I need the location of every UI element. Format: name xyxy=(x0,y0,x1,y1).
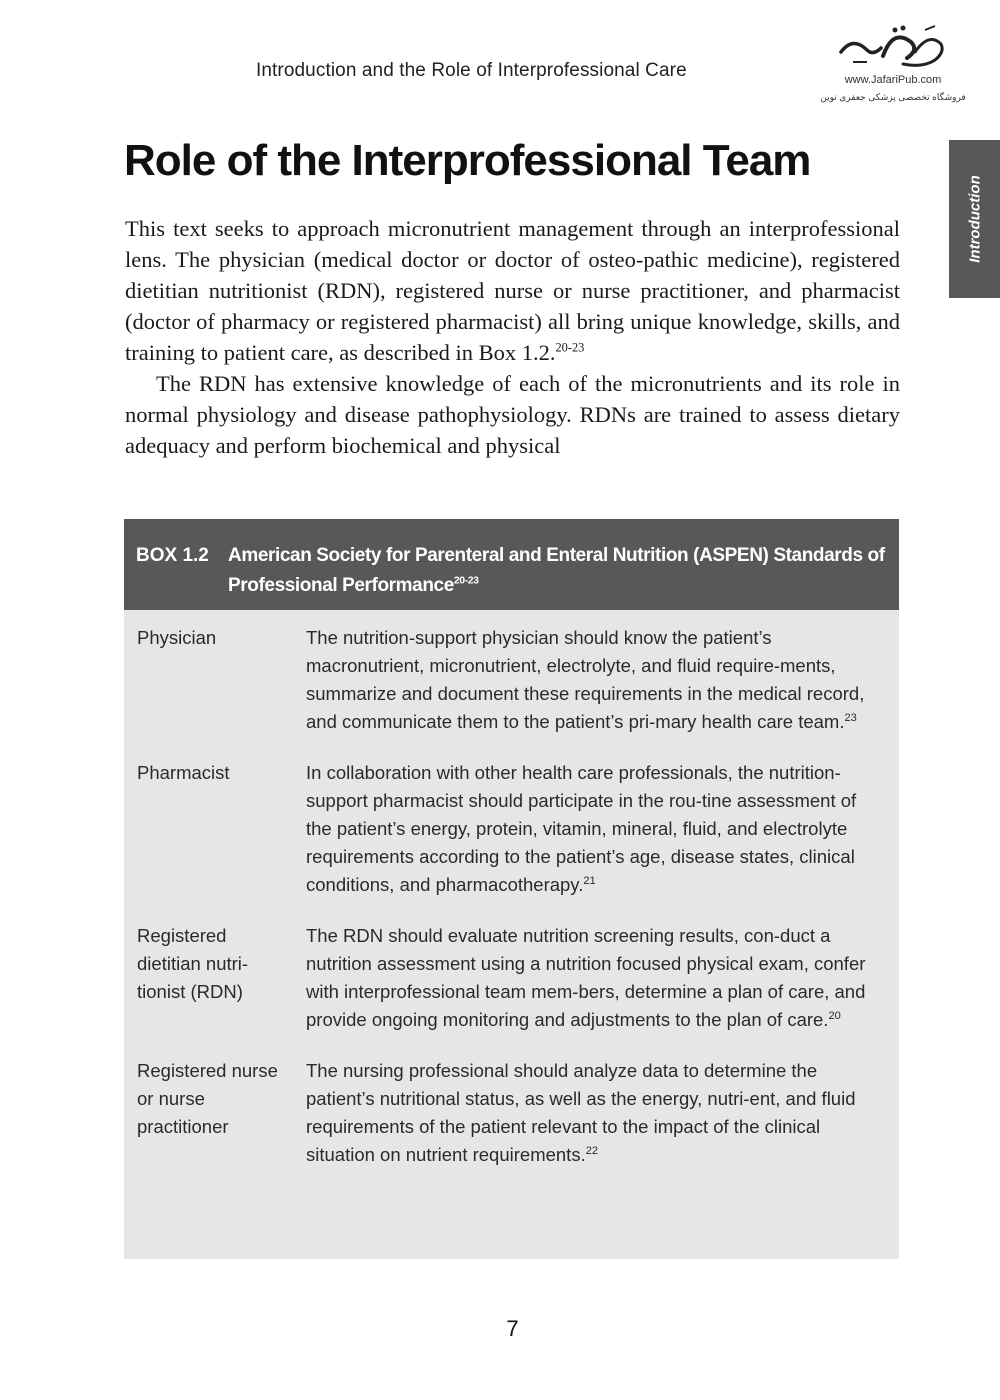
citation-ref: 22 xyxy=(585,1144,599,1157)
page-number: 7 xyxy=(506,1316,519,1341)
role-label: Physician xyxy=(137,627,217,648)
role-label: Pharmacist xyxy=(137,762,230,783)
box-rows xyxy=(124,610,899,1169)
paragraph xyxy=(125,213,900,368)
box-header xyxy=(124,519,899,610)
role-label: Registered nurse or nurse practitioner xyxy=(137,1060,278,1137)
publisher-logo xyxy=(818,22,968,122)
description-text: In collaboration with other health care professionals, the nutrition-support pharmacist should participate in the rou-tine assessment of the patient’s energy, protein, vitamin, mineral, fluid, and electrolyte requirements according to the patient’s age, disease states, clinical conditions, and pharmacotherapy. xyxy=(306,762,857,895)
role-label: Registered dietitian nutri-tionist (RDN) xyxy=(137,925,249,1002)
role-description xyxy=(294,624,876,736)
table-row xyxy=(124,759,899,899)
table-row xyxy=(124,624,899,736)
box-title-text: American Society for Parenteral and Enteral Nutrition (ASPEN) Standards of Professional Performance xyxy=(228,545,885,596)
running-head: Introduction and the Role of Interprofessional Care xyxy=(256,60,687,81)
citation-ref: 21 xyxy=(583,874,596,887)
role-description xyxy=(294,922,876,1034)
description-text: The nursing professional should analyze data to determine the patient’s nutritional status, as well as the energy, nutri-ent, and fluid requirements of the patient relevant to the impact of the clinical situation on nutrient requirements. xyxy=(306,1060,856,1165)
paragraph-text: This text seeks to approach micronutrient management through an interprofessional lens. The physician (medical doctor or doctor of osteo-pathic medicine), registered dietitian nutritionist (RDN), registered nurse or nurse practitioner, and pharmacist (doctor of pharmacy or registered pharmacist) all bring unique knowledge, skills, and training to patient care, as described in Box 1.2. xyxy=(125,216,900,365)
logo-url: www.JafariPub.com xyxy=(844,74,942,86)
side-tab-label: Introduction xyxy=(966,175,983,263)
logo-tagline: فروشگاه تخصصی پزشکی جعفری نوین xyxy=(820,92,966,102)
jafari-calligraphy-logo-icon xyxy=(833,22,953,74)
table-row xyxy=(124,1057,899,1169)
role-description xyxy=(294,1057,876,1169)
paragraph-text: The RDN has extensive knowledge of each of the micronutrients and its role in normal physiology and disease pathophysiology. RDNs are trained to assess dietary adequacy and perform biochemical and physical xyxy=(125,371,900,458)
role-description xyxy=(294,759,876,899)
box-label: BOX 1.2 xyxy=(136,545,209,566)
box-title-ref: 20-23 xyxy=(453,575,479,587)
body-text xyxy=(125,213,900,461)
section-side-tab xyxy=(949,140,1000,298)
paragraph xyxy=(125,368,900,461)
section-title: Role of the Interprofessional Team xyxy=(124,136,811,185)
citation-ref: 23 xyxy=(844,711,857,724)
table-row xyxy=(124,922,899,1034)
citation-ref: 20-23 xyxy=(555,340,585,355)
citation-ref: 20 xyxy=(828,1009,841,1022)
description-text: The nutrition-support physician should know the patient’s macronutrient, micronutrient, electrolyte, and fluid require-ments, summarize and document these requirements in the medical record, and communicate them to the patient’s pri-mary health care team. xyxy=(306,627,865,732)
box-title xyxy=(228,541,887,610)
standards-box xyxy=(124,519,899,1259)
description-text: The RDN should evaluate nutrition screening results, con-duct a nutrition assessment using a nutrition focused physical exam, confer with interprofessional team mem-bers, determine a plan of care, and provide ongoing monitoring and adjustments to the plan of care. xyxy=(306,925,866,1030)
